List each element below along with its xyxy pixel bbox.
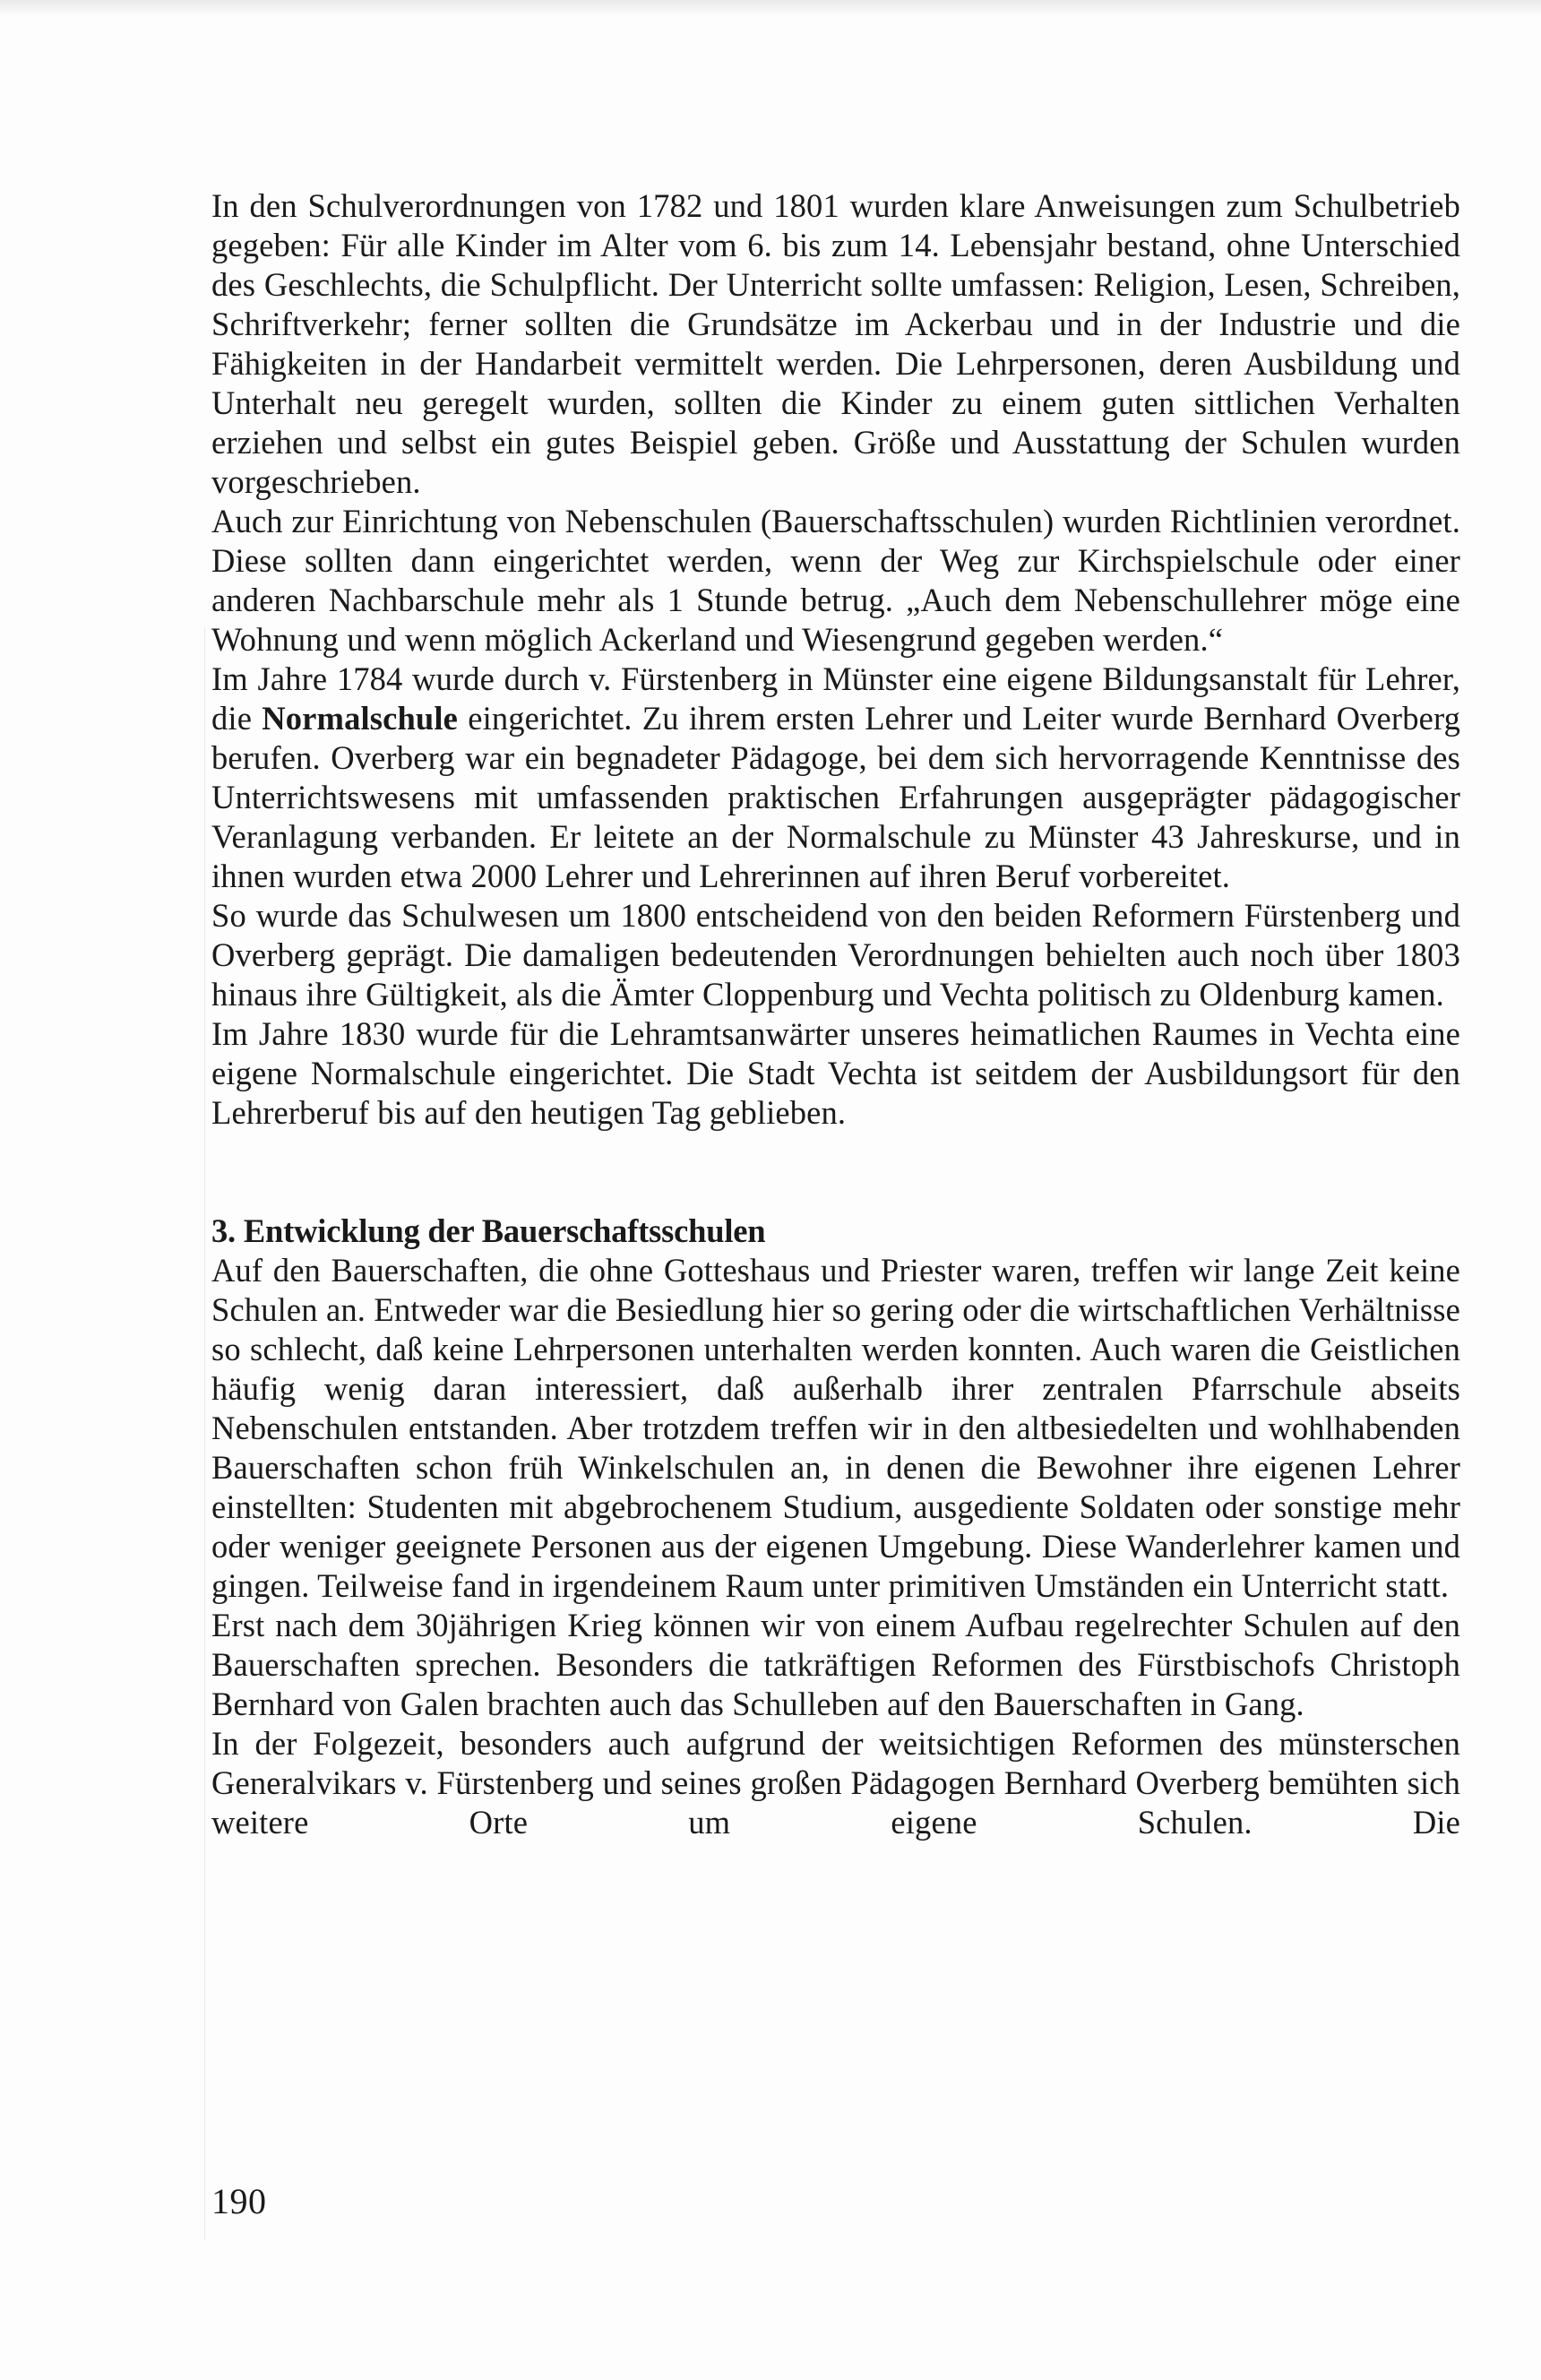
paragraph-folgezeit: In der Folgezeit, besonders auch aufgrund der weitsichtigen Reformen des münsterschen Generalvikars v. Fürstenberg und seines großen Pädagogen Bernhard Overberg bemühten sich weitere Orte um eigene Schulen. Die bbox=[211, 1725, 1460, 1841]
paragraph-reformer: So wurde das Schulwesen um 1800 entscheidend von den beiden Reformern Fürstenberg und Overberg geprägt. Die damaligen bedeutenden Verordnungen behielten auch noch über 1803 hinaus ihre Gültigkeit, als die Ämter Cloppenburg und Vechta politisch zu Oldenburg kamen. bbox=[211, 897, 1460, 1013]
paragraph-schulverordnungen: In den Schulverordnungen von 1782 und 1801 wurden klare Anweisungen zum Schulbetrieb gegeben: Für alle Kinder im Alter vom 6. bis zum 14. Lebensjahr bestand, ohne Unterschied des Geschlechts, die Schulpflicht. Der Unterricht sollte umfassen: Religion, Lesen, Schreiben, Schriftverkehr; ferner sollten die Grundsätze im Ackerbau und in der Industrie und die Fähigkeiten in der Handarbeit vermittelt werden. Die Lehrpersonen, deren Ausbildung und Unterhalt neu geregelt wurden, sollten die Kinder zu einem guten sittlichen Verhalten erziehen und selbst ein gutes Beispiel geben. Größe und Ausstattung der Schulen wurden vorgeschrieben. bbox=[211, 187, 1460, 500]
paragraph-vechta: Im Jahre 1830 wurde für die Lehramtsanwärter unseres heimatlichen Raumes in Vechta eine eigene Normalschule eingerichtet. Die Stadt Vechta ist seitdem der Ausbildungsort für den Lehrerberuf bis auf den heutigen Tag geblieben. bbox=[211, 1015, 1460, 1131]
paragraph-bauerschaften: Auf den Bauerschaften, die ohne Gotteshaus und Priester waren, treffen wir lange Zeit keine Schulen an. Entweder war die Besiedlung hier so gering oder die wirtschaftlichen Verhältnisse so schlecht, daß keine Lehrpersonen unterhalten werden konnten. Auch waren die Geistlichen häufig wenig daran interessiert, daß außerhalb ihrer zentralen Pfarrschule abseits Nebenschulen entstanden. Aber trotzdem treffen wir in den altbesiedelten und wohlhabenden Bauerschaften schon früh Winkelschulen an, in denen die Bewohner ihre eigenen Lehrer einstellten: Studenten mit abgebrochenem Studium, ausgediente Soldaten oder sonstige mehr oder weniger geeignete Personen aus der eigenen Umgebung. Diese Wanderlehrer kamen und gingen. Teilweise fand in irgendeinem Raum unter primitiven Umständen ein Unterricht statt. bbox=[211, 1252, 1460, 1604]
paragraph-normalschule bbox=[211, 660, 1460, 896]
paragraph-nebenschulen: Auch zur Einrichtung von Nebenschulen (Bauerschaftsschulen) wurden Richtlinien verordnet. Diese sollten dann eingerichtet werden, wenn der Weg zur Kirchspielschule oder einer anderen Nachbarschule mehr als 1 Stunde betrug. „Auch dem Nebenschullehrer möge eine Wohnung und wenn möglich Ackerland und Wiesengrund gegeben werden.“ bbox=[211, 503, 1460, 658]
normalschule-bold-term: Normalschule bbox=[262, 700, 459, 737]
section-heading: 3. Entwicklung der Bauerschaftsschulen bbox=[211, 1212, 766, 1249]
normalschule-text-before: Im Jahre 1784 wurde durch v. Fürstenberg in Münster eine eigene Bildungsanstalt für Lehrer, die bbox=[211, 660, 1460, 737]
faint-margin-shadow bbox=[204, 627, 205, 2240]
normalschule-text-after: eingerichtet. Zu ihrem ersten Lehrer und Leiter wurde Bernhard Overberg berufen. Overberg war ein begnadeter Pädagoge, bei dem sich hervorragende Kenntnisse des Unterrichtswesens mit umfassenden praktischen Erfahrungen ausgeprägter pädagogischer Veranlagung verbanden. Er leitete an der Normalschule zu Münster 43 Jahreskurse, und in ihnen wurden etwa 2000 Lehrer und Lehrerinnen auf ihren Beruf vorbereitet. bbox=[211, 700, 1460, 894]
paragraph-dreissigjaehriger-krieg: Erst nach dem 30jährigen Krieg können wir von einem Aufbau regelrechter Schulen auf den Bauerschaften sprechen. Besonders die tatkräftigen Reformen des Fürstbischofs Christoph Bernhard von Galen brachten auch das Schulleben auf den Bauerschaften in Gang. bbox=[211, 1607, 1460, 1722]
page-top-edge-shading bbox=[0, 0, 1541, 16]
page-number: 190 bbox=[211, 2181, 267, 2221]
main-text-column bbox=[211, 186, 1460, 1842]
